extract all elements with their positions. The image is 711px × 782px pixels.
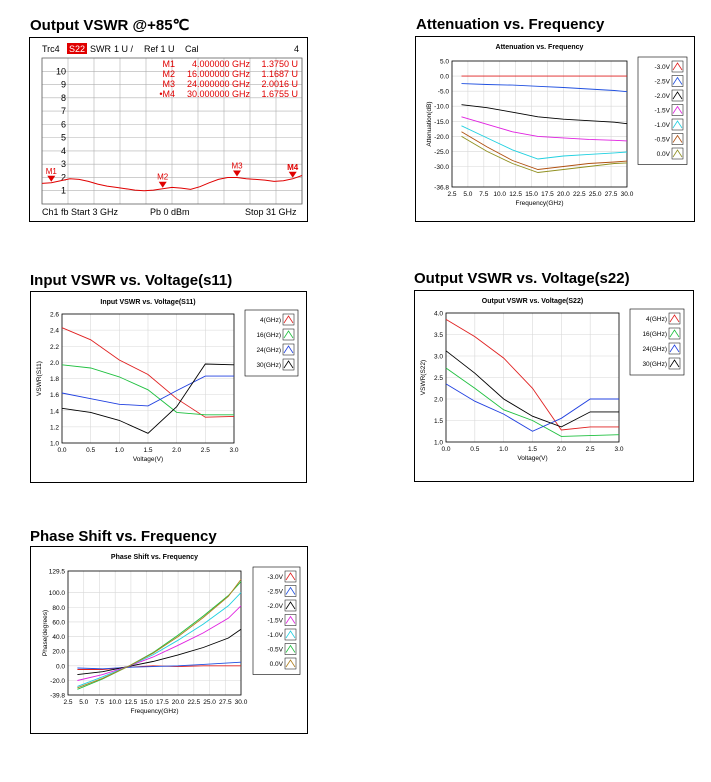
analyzer-y-tick: 2 <box>60 172 66 183</box>
analyzer-marker-id: •M4 <box>159 89 175 99</box>
heading-phase-shift: Phase Shift vs. Frequency <box>30 528 217 545</box>
chart-x-tick: 1.0 <box>499 446 509 453</box>
chart-y-tick: -30.0 <box>434 164 449 172</box>
chart-legend-label: 30(GHz) <box>642 361 667 368</box>
chart-x-tick: 7.5 <box>94 699 104 706</box>
chart-y-tick: 80.0 <box>52 604 65 612</box>
chart-title: Output VSWR vs. Voltage(S22) <box>481 298 584 305</box>
chart-y-tick: 0.0 <box>55 663 65 671</box>
chart-y-tick: -39.8 <box>50 692 65 700</box>
chart-series-line <box>462 126 628 159</box>
chart-legend-label: -2.0V <box>654 93 670 100</box>
analyzer-y-tick: 1 <box>60 185 66 196</box>
output-vswr-panel <box>414 290 694 482</box>
analyzer-marker-arrow <box>289 172 297 178</box>
chart-y-tick: -20.0 <box>434 133 449 141</box>
chart-x-tick: 0.0 <box>441 446 451 453</box>
chart-y-tick: -15.0 <box>434 118 449 126</box>
analyzer-marker-flag: M3 <box>231 161 243 171</box>
chart-y-tick: 2.5 <box>433 375 443 382</box>
analyzer-y-tick: 10 <box>55 66 66 77</box>
analyzer-format-label: SWR <box>90 44 111 54</box>
attenuation-chart <box>416 37 694 221</box>
analyzer-marker-id: M1 <box>162 59 175 69</box>
chart-legend-label: -2.0V <box>267 603 283 610</box>
chart-y-tick: 2.6 <box>49 311 59 319</box>
input-vswr-chart <box>31 292 306 482</box>
analyzer-cal-label: Cal <box>185 44 199 54</box>
chart-x-tick: 30.0 <box>234 699 248 706</box>
chart-x-tick: 3.0 <box>614 446 624 453</box>
chart-series-line <box>462 136 628 172</box>
chart-y-tick: -36.8 <box>434 184 449 192</box>
chart-x-tick: 0.5 <box>470 446 480 453</box>
chart-y-tick: 1.2 <box>49 424 59 432</box>
analyzer-marker-id: M3 <box>162 79 175 89</box>
chart-y-tick: 1.6 <box>49 392 59 400</box>
analyzer-marker-value: 1.3750 U <box>261 59 298 69</box>
chart-y-tick: 2.4 <box>49 327 59 335</box>
analyzer-trace-label: Trc4 <box>42 44 60 54</box>
analyzer-marker-flag: M1 <box>45 166 57 176</box>
chart-x-tick: 15.0 <box>525 191 538 198</box>
chart-series-line <box>462 105 628 124</box>
chart-y-tick: 1.0 <box>433 439 443 447</box>
analyzer-marker-freq: 16.000000 GHz <box>186 69 250 79</box>
chart-series-line <box>462 84 628 92</box>
analyzer-marker-flag: M2 <box>157 172 169 182</box>
chart-x-tick: 2.0 <box>172 447 182 454</box>
chart-legend-label: 16(GHz) <box>642 331 667 338</box>
chart-x-label: Frequency(GHz) <box>130 708 179 715</box>
chart-series-line <box>77 582 241 690</box>
analyzer-marker-freq: 4.000000 GHz <box>191 59 250 69</box>
chart-y-tick: 1.4 <box>49 408 59 416</box>
chart-x-tick: 0.0 <box>57 447 67 454</box>
chart-x-label: Voltage(V) <box>517 455 548 462</box>
chart-legend-label: 24(GHz) <box>642 346 667 353</box>
analyzer-y-tick: 3 <box>60 159 66 170</box>
chart-legend-label: -2.5V <box>654 78 670 86</box>
chart-x-tick: 10.0 <box>493 191 507 198</box>
chart-x-tick: 20.0 <box>557 191 570 198</box>
chart-y-tick: 40.0 <box>52 634 65 642</box>
chart-series-line <box>77 629 241 674</box>
heading-output-vswr-85: Output VSWR @+85℃ <box>30 17 190 34</box>
chart-x-tick: 17.5 <box>156 699 169 706</box>
chart-y-tick: 100.0 <box>48 590 65 598</box>
chart-y-label: Attenuation(dB) <box>426 101 433 147</box>
input-vswr-panel <box>30 291 307 483</box>
chart-y-label: VSWR(S22) <box>420 359 427 396</box>
chart-x-tick: 20.0 <box>171 699 185 706</box>
chart-y-tick: 4.0 <box>433 310 443 318</box>
chart-x-label: Voltage(V) <box>132 456 164 463</box>
chart-x-tick: 1.5 <box>143 447 153 454</box>
chart-y-label: Phase(degrees) <box>42 609 49 657</box>
chart-y-tick: 3.5 <box>433 332 443 339</box>
chart-y-tick: 20.0 <box>52 648 65 656</box>
analyzer-footer-mid: Pb 0 dBm <box>150 207 190 217</box>
chart-y-tick: 1.0 <box>49 440 59 448</box>
chart-y-tick: 1.5 <box>433 418 443 425</box>
chart-title: Attenuation vs. Frequency <box>495 44 584 51</box>
chart-legend-label: 30(GHz) <box>256 362 281 369</box>
chart-legend-label: -1.5V <box>654 107 670 115</box>
chart-x-tick: 5.0 <box>463 191 473 198</box>
chart-x-tick: 12.5 <box>509 191 522 198</box>
analyzer-marker-arrow <box>47 176 55 182</box>
analyzer-marker-id: M2 <box>162 69 175 79</box>
phase-chart <box>31 547 307 733</box>
chart-legend-label: -3.0V <box>654 64 670 71</box>
chart-x-tick: 5.0 <box>79 699 89 706</box>
chart-legend-label: -0.5V <box>654 136 670 144</box>
chart-legend-label: -3.0V <box>267 574 283 581</box>
chart-x-tick: 1.0 <box>114 447 124 454</box>
analyzer-footer-left: Ch1 fb Start 3 GHz <box>42 207 119 217</box>
chart-x-tick: 27.5 <box>604 191 618 198</box>
analyzer-marker-value: 2.0016 U <box>261 79 298 89</box>
chart-y-tick: 0.0 <box>439 73 449 81</box>
chart-y-tick: -20.0 <box>50 677 65 685</box>
chart-x-tick: 22.5 <box>187 699 201 706</box>
chart-plot-frame <box>452 61 627 187</box>
chart-x-tick: 2.5 <box>447 191 457 198</box>
chart-legend-label: 24(GHz) <box>256 347 281 354</box>
chart-y-tick: 1.8 <box>49 376 59 383</box>
analyzer-y-tick: 4 <box>60 145 66 156</box>
chart-y-tick: 2.0 <box>49 359 59 367</box>
chart-x-tick: 1.5 <box>527 446 538 453</box>
analyzer-marker-freq: 30.000000 GHz <box>186 89 250 99</box>
chart-x-tick: 12.5 <box>124 699 138 706</box>
chart-legend-label: -1.5V <box>267 617 283 625</box>
chart-legend-label: -2.5V <box>267 588 283 596</box>
chart-legend-label: -0.5V <box>267 646 283 654</box>
chart-legend-label: 4(GHz) <box>646 316 667 323</box>
chart-legend-label: -1.0V <box>654 122 670 129</box>
chart-x-tick: 27.5 <box>218 699 232 706</box>
phase-panel <box>30 546 308 734</box>
chart-x-tick: 2.0 <box>556 446 566 453</box>
analyzer-y-tick: 9 <box>60 79 66 90</box>
chart-y-tick: 3.0 <box>433 353 443 361</box>
chart-x-tick: 2.5 <box>200 447 210 454</box>
chart-x-tick: 7.5 <box>479 191 489 198</box>
chart-legend-label: 16(GHz) <box>256 332 281 339</box>
chart-y-tick: -5.0 <box>437 88 449 96</box>
chart-legend-label: 4(GHz) <box>260 317 281 324</box>
chart-title: Phase Shift vs. Frequency <box>110 554 199 561</box>
chart-y-tick: 5.0 <box>439 58 449 66</box>
chart-y-tick: -10.0 <box>434 103 449 111</box>
chart-y-tick: 60.0 <box>52 619 65 627</box>
chart-x-tick: 2.5 <box>63 699 73 706</box>
chart-y-tick: 2.0 <box>433 396 443 404</box>
heading-output-vswr: Output VSWR vs. Voltage(s22) <box>414 270 630 287</box>
chart-x-tick: 25.0 <box>588 191 602 198</box>
heading-input-vswr: Input VSWR vs. Voltage(s11) <box>30 272 233 289</box>
analyzer-ref-label: Ref 1 U <box>144 44 175 54</box>
output-vswr-chart <box>415 291 693 481</box>
chart-legend-label: -1.0V <box>267 632 283 639</box>
analyzer-y-tick: 6 <box>60 119 66 130</box>
chart-y-label: VSWR(S11) <box>36 361 43 396</box>
analyzer-channel-badge: 4 <box>294 44 300 54</box>
analyzer-panel <box>29 37 308 222</box>
chart-x-tick: 22.5 <box>572 191 586 198</box>
analyzer-y-tick: 8 <box>60 92 66 103</box>
chart-y-tick: -25.0 <box>434 148 449 156</box>
chart-x-tick: 25.0 <box>203 699 216 706</box>
analyzer-marker-arrow <box>233 170 241 176</box>
analyzer-y-tick: 5 <box>60 132 66 143</box>
chart-title: Input VSWR vs. Voltage(S11) <box>100 299 196 306</box>
chart-x-tick: 2.5 <box>585 446 595 453</box>
analyzer-display <box>30 38 307 221</box>
chart-x-tick: 0.5 <box>86 447 96 454</box>
chart-legend-label: 0.0V <box>656 151 670 158</box>
chart-x-label: Frequency(GHz) <box>515 200 564 207</box>
chart-y-tick: 2.2 <box>49 343 59 351</box>
analyzer-marker-arrow <box>159 182 167 188</box>
analyzer-y-tick: 7 <box>60 106 66 117</box>
attenuation-panel <box>415 36 695 222</box>
analyzer-scale-label: 1 U / <box>114 44 134 54</box>
chart-x-tick: 17.5 <box>541 191 554 198</box>
chart-x-tick: 15.0 <box>140 699 153 706</box>
chart-x-tick: 10.0 <box>108 699 122 706</box>
analyzer-marker-flag: M4 <box>287 162 299 172</box>
chart-x-tick: 3.0 <box>229 447 239 454</box>
analyzer-marker-freq: 24.000000 GHz <box>186 79 250 89</box>
analyzer-marker-value: 1.1687 U <box>261 69 298 79</box>
analyzer-param-label: S22 <box>69 44 86 54</box>
analyzer-footer-right: Stop 31 GHz <box>245 207 297 217</box>
heading-attenuation: Attenuation vs. Frequency <box>416 16 605 33</box>
chart-x-tick: 30.0 <box>620 191 634 198</box>
chart-legend-label: 0.0V <box>269 661 283 668</box>
chart-y-tick: 129.5 <box>48 568 65 576</box>
analyzer-marker-value: 1.6755 U <box>261 89 298 99</box>
